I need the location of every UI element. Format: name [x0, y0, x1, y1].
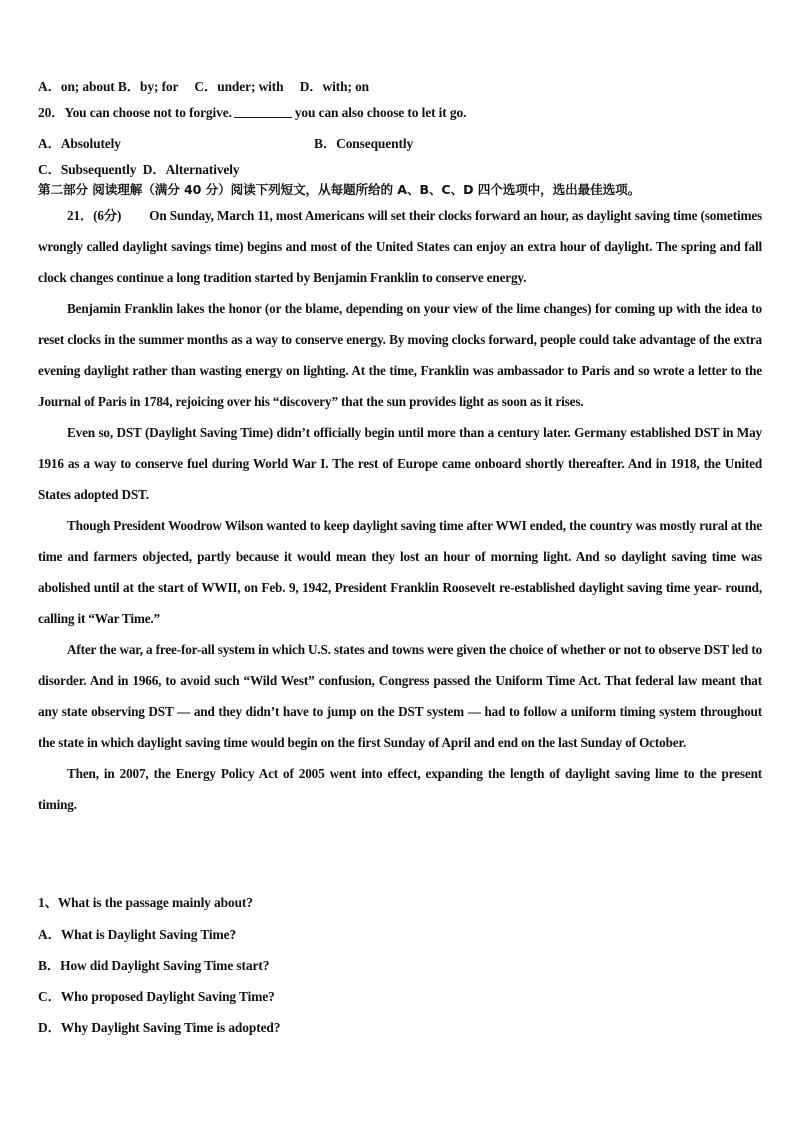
- question-number: 21．(6分): [67, 208, 122, 223]
- answer-blank: [234, 105, 292, 118]
- question-1-option-b: B．How did Daylight Saving Time start?: [38, 958, 270, 973]
- question-1-option-c: C．Who proposed Daylight Saving Time?: [38, 989, 275, 1004]
- passage-paragraph-1-text: On Sunday, March 11, most Americans will set their clocks forward an hour, as daylight saving time (sometimes wrongly called daylight savings time) begins and most of the United States can enjoy an extra hour of daylight. The spring and fall clock changes continue a long tradition started by Benjamin Franklin to conserve energy.: [38, 208, 763, 285]
- passage-paragraph-6: Then, in 2007, the Energy Policy Act of 2005 went into effect, expanding the length of daylight saving lime to the present timing.: [38, 766, 762, 812]
- q20-option-cd-text: C．Subsequently D．Alternatively: [38, 162, 240, 177]
- question-1-option-d: D．Why Daylight Saving Time is adopted?: [38, 1020, 281, 1035]
- section-header: 第二部分 阅读理解（满分 40 分）阅读下列短文，从每题所给的 A、B、C、D 四个选项中，选出最佳选项。: [38, 182, 641, 197]
- q20-stem-before: 20．You can choose not to forgive.: [38, 105, 232, 120]
- passage-paragraph-5: After the war, a free-for-all system in which U.S. states and towns were given the choice of whether or not to observe DST led to disorder. And in 1966, to avoid such “Wild West” confusion, Congress passed the Uniform Time Act. That federal law meant that any state observing DST — and they didn’t have to jump on the DST system — had to follow a uniform timing system throughout the state in which daylight saving time would begin on the first Sunday of April and end on the last Sunday of October.: [38, 642, 763, 750]
- question-1-option-a: A．What is Daylight Saving Time?: [38, 927, 237, 942]
- q20-options-cd: [38, 162, 240, 178]
- q20-stem-after: you can also choose to let it go.: [294, 105, 467, 120]
- q19-options-text: A．on; about B．by; for C．under; with D．with; on: [38, 79, 370, 94]
- passage-paragraph-1: [38, 200, 762, 293]
- passage-paragraph-3: Even so, DST (Daylight Saving Time) didn’t officially begin until more than a century later. Germany established DST in May 1916 as a way to conserve fuel during World War I. The rest of Europe came onboard shortly thereafter. And in 1918, the United States adopted DST.: [38, 425, 762, 502]
- q20-options-ab: [38, 136, 758, 152]
- q20-stem: [38, 105, 466, 121]
- q20-option-a: A．Absolutely: [38, 136, 121, 151]
- passage-paragraph-2: Benjamin Franklin lakes the honor (or the blame, depending on your view of the lime changes) for coming up with the idea to reset clocks in the summer months as a way to conserve energy. By moving clocks forward, people could take advantage of the extra evening daylight rather than wasting energy on lighting. At the time, Franklin was ambassador to Paris and so wrote a letter to the Journal of Paris in 1784, rejoicing over his “discovery” that the sun provides light as soon as it rises.: [38, 301, 762, 409]
- q19-options: [38, 79, 369, 95]
- passage-paragraph-4: Though President Woodrow Wilson wanted to keep daylight saving time after WWI ended, the country was mostly rural at the time and farmers objected, partly because it would mean they lost an hour of morning light. And so daylight saving time was abolished until at the start of WWII, on Feb. 9, 1942, President Franklin Roosevelt re-established daylight saving time year- round, calling it “War Time.”: [38, 518, 762, 626]
- q20-option-b: B．Consequently: [314, 136, 414, 151]
- question-1-stem: 1、What is the passage mainly about?: [38, 895, 253, 910]
- passage: [38, 200, 762, 820]
